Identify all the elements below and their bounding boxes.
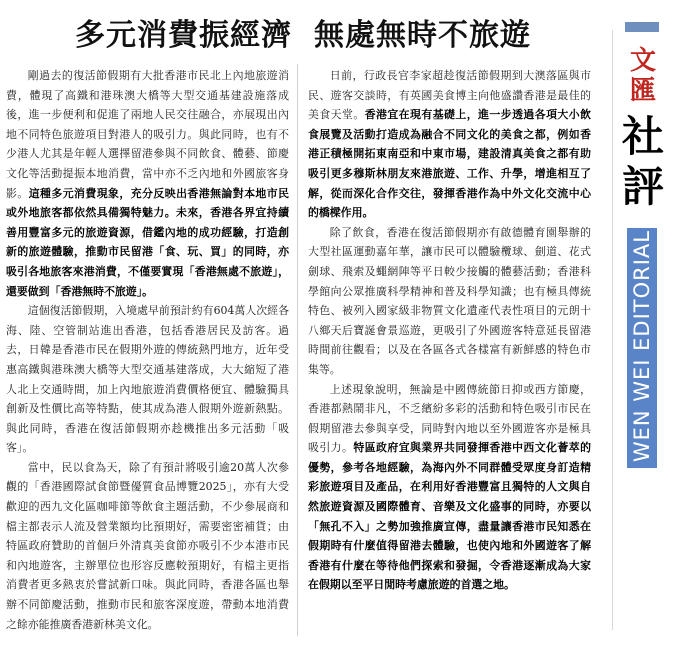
article-left-column bbox=[6, 66, 289, 641]
editorial-sidebar bbox=[612, 0, 674, 646]
paragraph-5: 除了飲食，香港在復活節假期亦有啟德體育園舉辦的大型社區運動嘉年華，讓市民可以體驗欖球、劍道、花式劍球、飛索及蠅網陣等平日較少接觸的體藝活動；香港科學館向公眾推廣科學精神和普及科學知識；也有極具傳統特色、被列入國家級非物質文化遺產代表性項目的元朗十八鄉天后寶誕會景巡遊，更吸引了外國遊客特意延長留港時間前往觀看；以及在各區各式各樣富有新鮮感的特色市集等。 bbox=[308, 225, 591, 376]
publication-name: 文匯 bbox=[629, 46, 656, 106]
paragraph-1-text: 剛過去的復活節假期有大批香港市民北上內地旅遊消費，體現了高鐵和港珠澳大橋等大型交通基建設施落成後，進一步便利和促進了兩地人民交往融合，亦展現出內地不同特色旅遊項目對港人的吸引力。與此同時，也有不少港人尤其是年輕人選擇留港參與不同飲食、體藝、節慶文化等活動提振本地消費，當中亦不乏內地和外國旅客身影。 bbox=[6, 69, 289, 200]
paragraph-2: 這個復活節假期，入境處早前預計約有604萬人次經各海、陸、空管制站進出香港，包括香港居民及訪客。過去，日韓是香港市民在假期外遊的傳統熱門地方，近年受惠高鐵與港珠澳大橋等大型交通基建落成，大大縮短了港人北上交通時間，加上內地旅遊消費價格便宜、體驗獨具創新及性價比高等特點，使其成為港人假期外遊新熱點。與此同時，香港在復活節假期亦趁機推出多元活動「吸客」。 bbox=[6, 304, 289, 455]
paragraph-6-bold: 特區政府宜與業界共同發揮香港中西文化薈萃的優勢，參考各地經驗，為海內外不同群體受眾度身訂造精彩旅遊項目及產品，在利用好香港豐富且獨特的人文與自然旅遊資源及國際體育、音樂及文化盛事的同時，亦要以「無孔不入」之勢加強推廣宣傳，盡量讓香港市民知悉在假期時有什麼值得留港去體驗，也使內地和外國遊客了解香港有什麼在等待他們探索和發掘，令香港逐漸成為大家在假期以至平日閒時考慮旅遊的首選之地。 bbox=[308, 441, 591, 592]
paragraph-4-text: 日前，行政長官李家超趁復活節假期到大澳落區與市民、遊客交談時，有英國美食博主向他盛讚香港是最佳的美食天堂。 bbox=[308, 69, 591, 122]
headline bbox=[8, 6, 598, 58]
paragraph-4-bold: 香港宜在現有基礎上，進一步透過各項大小飲食展覽及活動打造成為融合不同文化的美食之都，例如香港正積極開拓東南亞和中東市場，建設清真美食之都有助吸引更多穆斯林朋友來港旅遊、工作、升學，增進相互了解，從而深化合作交往，發揮香港作為中外文化交流中心的橋樑作用。 bbox=[308, 108, 591, 220]
sidebar-rule bbox=[612, 30, 613, 630]
paragraph-6-text: 上述現象說明，無論是中國傳統節日抑或西方節慶，香港都熱鬧非凡，不乏繽紛多彩的活動和特色吸引市民在假期留港去參與享受，同時對內地以至外國遊客亦是極具吸引力。 bbox=[308, 382, 591, 455]
section-title: 社評 bbox=[621, 112, 664, 211]
paragraph-6 bbox=[308, 380, 591, 596]
editorial-label: WEN WEI EDITORIAL bbox=[630, 230, 654, 463]
paragraph-1 bbox=[6, 66, 289, 301]
paragraph-1-bold: 這種多元消費現象，充分反映出香港無論對本地市民或外地旅客都依然具備獨特魅力。未來，香港各界宜持續善用豐富多元的旅遊資源，借鑑內地的成功經驗，打造創新的旅遊體驗，推動市民留港「食、玩、買」的同時，亦吸引各地旅客來港消費，不僅要實現「香港無處不旅遊」，還要做到「香港無時不旅遊」。 bbox=[6, 186, 289, 298]
paragraph-4 bbox=[308, 66, 591, 223]
paragraph-3: 當中，民以食為天，除了有預計將吸引逾20萬人次參觀的「香港國際試食節暨優質食品博覽2025」，亦有大受歡迎的西九文化區咖啡節等飲食主題活動，不少參展商和檔主都表示人流及營業額均比預期好，需要密密補貨；由特區政府贊助的首個戶外清真美食節亦吸引不少本港市民和內地遊客，主辦單位也形容反應較預期好，有檔主更指消費者更多熱衷於嘗試新口味。與此同時，香港各區也舉辦不同節慶活動，推動市民和旅客深度遊，帶動本地消費之餘亦能推廣香港新林美文化。 bbox=[6, 460, 289, 631]
sidebar-accent-bar bbox=[625, 22, 659, 32]
headline-part-2: 無處無時不旅遊 bbox=[314, 18, 531, 53]
headline-part-1: 多元消費振經濟 bbox=[75, 18, 292, 53]
column-divider bbox=[297, 64, 298, 636]
article-right-column bbox=[308, 66, 591, 641]
